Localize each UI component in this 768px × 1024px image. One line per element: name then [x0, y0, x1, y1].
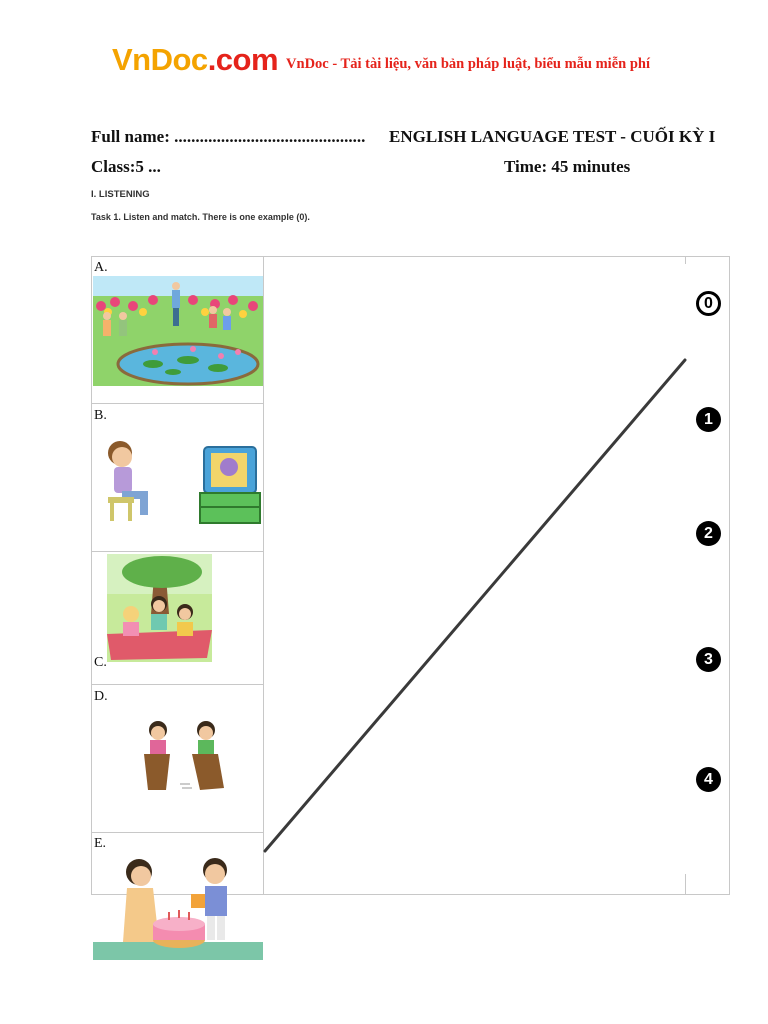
- example-match-line: [263, 256, 693, 896]
- section-heading: I. LISTENING: [91, 189, 150, 200]
- number-marker-2[interactable]: 2: [696, 521, 721, 546]
- option-label-a: A.: [94, 260, 108, 275]
- row-divider: [91, 551, 263, 552]
- option-label-d: D.: [94, 689, 108, 704]
- picture-d-sack-race: [130, 718, 240, 800]
- task-instruction: Task 1. Listen and match. There is one example (0).: [91, 212, 310, 222]
- class-field: Class:5 ...: [91, 157, 161, 176]
- number-marker-1[interactable]: 1: [696, 407, 721, 432]
- full-name-field: Full name: .............................................: [91, 127, 366, 146]
- option-label-b: B.: [94, 408, 107, 423]
- row-divider: [91, 832, 263, 833]
- site-header: [112, 44, 650, 75]
- logo-text-vndoc: VnDoc: [112, 42, 208, 77]
- number-marker-3[interactable]: 3: [696, 647, 721, 672]
- time-field: Time: 45 minutes: [504, 157, 631, 176]
- row-divider: [91, 684, 263, 685]
- picture-b-watching-tv: [98, 435, 263, 535]
- number-marker-0[interactable]: 0: [696, 291, 721, 316]
- picture-e-birthday: [93, 852, 263, 960]
- picture-c-picnic: [107, 554, 212, 662]
- option-label-e: E.: [94, 836, 107, 851]
- test-title: ENGLISH LANGUAGE TEST - CUỐI KỲ I: [389, 127, 716, 146]
- option-label-c: C.: [94, 655, 107, 670]
- picture-a-park: [93, 276, 263, 386]
- row-divider: [91, 403, 263, 404]
- vndoc-logo[interactable]: [112, 44, 278, 75]
- logo-text-com: .com: [207, 42, 279, 77]
- site-tagline: VnDoc - Tải tài liệu, văn bản pháp luật, biểu mẫu miễn phí: [286, 56, 650, 72]
- number-marker-4[interactable]: 4: [696, 767, 721, 792]
